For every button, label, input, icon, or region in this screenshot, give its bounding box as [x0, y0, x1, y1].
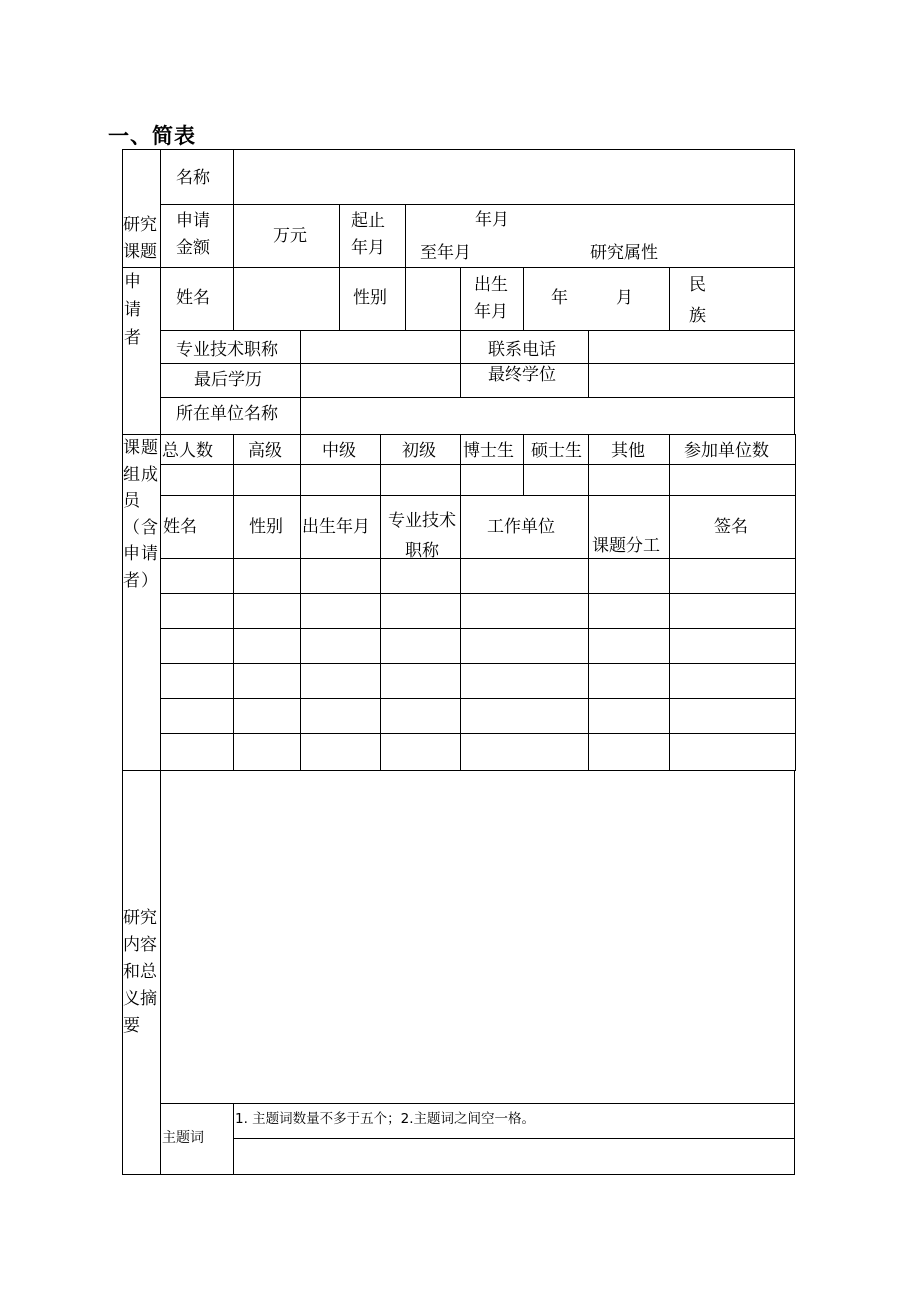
member-row-2-birth[interactable] — [300, 593, 381, 629]
summary-header-junior-label: 初级 — [402, 441, 436, 461]
applicant-name-input[interactable] — [233, 267, 340, 331]
summary-input-units[interactable] — [669, 464, 796, 496]
member-row-1-workplace[interactable] — [460, 558, 589, 594]
member-row-6-duty[interactable] — [588, 733, 670, 771]
detail-header-gender-label: 性别 — [249, 517, 283, 537]
member-row-5-birth[interactable] — [300, 698, 381, 734]
member-row-3-duty[interactable] — [588, 628, 670, 664]
detail-header-name-label: 姓名 — [163, 517, 197, 537]
member-row-2-title[interactable] — [380, 593, 461, 629]
summary-header-total-label: 总人数 — [162, 441, 213, 461]
unit-input[interactable] — [300, 397, 795, 435]
member-row-5-name[interactable] — [160, 698, 234, 734]
member-row-4-duty[interactable] — [588, 663, 670, 699]
phone-input[interactable] — [588, 330, 795, 364]
applicant-name-label: 姓名 — [176, 288, 210, 308]
birth-input[interactable] — [523, 267, 670, 331]
member-row-4-gender[interactable] — [233, 663, 301, 699]
topic-name-label: 名称 — [176, 168, 210, 188]
member-row-6-workplace[interactable] — [460, 733, 589, 771]
summary-input-total[interactable] — [160, 464, 234, 496]
member-row-5-gender[interactable] — [233, 698, 301, 734]
birth-month-label: 月 — [616, 288, 633, 308]
applicant-label: 申请者 — [124, 272, 161, 348]
member-row-3-workplace[interactable] — [460, 628, 589, 664]
gender-input[interactable] — [405, 267, 461, 331]
amount-unit-label: 万元 — [273, 226, 307, 246]
member-row-5-signature[interactable] — [669, 698, 796, 734]
research-attribute-label: 研究属性 — [590, 243, 658, 263]
detail-header-birth-label: 出生年月 — [302, 517, 370, 537]
member-row-1-name[interactable] — [160, 558, 234, 594]
member-row-2-workplace[interactable] — [460, 593, 589, 629]
summary-header-senior-label: 高级 — [248, 441, 282, 461]
degree-input[interactable] — [588, 363, 795, 398]
member-row-4-name[interactable] — [160, 663, 234, 699]
content-label: 研究内容和总义摘要 — [123, 908, 157, 1036]
gender-label: 性别 — [353, 288, 387, 308]
member-row-3-signature[interactable] — [669, 628, 796, 664]
page-title: 一、简表 — [108, 124, 196, 148]
title-label: 专业技术职称 — [176, 340, 278, 360]
member-row-5-duty[interactable] — [588, 698, 670, 734]
detail-header-title-label: 专业技术职称 — [388, 511, 456, 561]
summary-header-units-label: 参加单位数 — [684, 441, 769, 461]
member-row-3-title[interactable] — [380, 628, 461, 664]
apply-amount-label: 申请金额 — [176, 211, 210, 258]
topic-name-input[interactable] — [233, 149, 795, 205]
summary-input-phd[interactable] — [460, 464, 524, 496]
education-label: 最后学历 — [194, 370, 262, 390]
summary-header-other-label: 其他 — [611, 441, 645, 461]
period-start-label: 年月 — [475, 210, 509, 230]
members-label: 课题组成员（含申请者） — [123, 438, 159, 591]
member-row-4-birth[interactable] — [300, 663, 381, 699]
member-row-2-name[interactable] — [160, 593, 234, 629]
summary-input-other[interactable] — [588, 464, 670, 496]
member-row-3-gender[interactable] — [233, 628, 301, 664]
birth-year-label: 年 — [551, 288, 568, 308]
member-row-2-gender[interactable] — [233, 593, 301, 629]
member-row-4-workplace[interactable] — [460, 663, 589, 699]
title-input[interactable] — [300, 330, 461, 364]
member-row-6-birth[interactable] — [300, 733, 381, 771]
keywords-label: 主题词 — [162, 1130, 204, 1146]
summary-input-senior[interactable] — [233, 464, 301, 496]
keywords-note: 1. 主题词数量不多于五个；2.主题词之间空一格。 — [235, 1111, 536, 1127]
member-row-6-name[interactable] — [160, 733, 234, 771]
member-row-5-workplace[interactable] — [460, 698, 589, 734]
summary-header-middle-label: 中级 — [322, 441, 356, 461]
member-row-1-title[interactable] — [380, 558, 461, 594]
member-row-4-signature[interactable] — [669, 663, 796, 699]
period-label: 起止年月 — [351, 211, 385, 258]
detail-header-workplace-label: 工作单位 — [487, 517, 555, 537]
member-row-5-title[interactable] — [380, 698, 461, 734]
summary-input-junior[interactable] — [380, 464, 461, 496]
member-row-3-name[interactable] — [160, 628, 234, 664]
member-row-1-signature[interactable] — [669, 558, 796, 594]
member-row-1-gender[interactable] — [233, 558, 301, 594]
member-row-1-birth[interactable] — [300, 558, 381, 594]
unit-label: 所在单位名称 — [176, 404, 278, 424]
member-row-6-signature[interactable] — [669, 733, 796, 771]
ethnicity-label: 民族 — [689, 275, 706, 326]
phone-label: 联系电话 — [488, 340, 556, 360]
birth-label: 出生年月 — [474, 275, 508, 322]
period-end-label: 至年月 — [420, 243, 471, 263]
detail-header-duty-label: 课题分工 — [592, 536, 660, 556]
member-row-6-title[interactable] — [380, 733, 461, 771]
member-row-2-signature[interactable] — [669, 593, 796, 629]
degree-label: 最终学位 — [488, 365, 556, 385]
ethnicity-cell[interactable] — [669, 267, 795, 331]
summary-input-master[interactable] — [523, 464, 589, 496]
keywords-input[interactable] — [233, 1138, 795, 1175]
member-row-4-title[interactable] — [380, 663, 461, 699]
member-row-1-duty[interactable] — [588, 558, 670, 594]
research-topic-label: 研究课题 — [123, 215, 157, 262]
member-row-2-duty[interactable] — [588, 593, 670, 629]
education-input[interactable] — [300, 363, 461, 398]
detail-header-signature-label: 签名 — [714, 517, 748, 537]
summary-header-phd-label: 博士生 — [463, 441, 514, 461]
content-summary-input[interactable] — [160, 770, 795, 1104]
member-row-6-gender[interactable] — [233, 733, 301, 771]
summary-input-middle[interactable] — [300, 464, 381, 496]
summary-header-master-label: 硕士生 — [531, 441, 582, 461]
member-row-3-birth[interactable] — [300, 628, 381, 664]
